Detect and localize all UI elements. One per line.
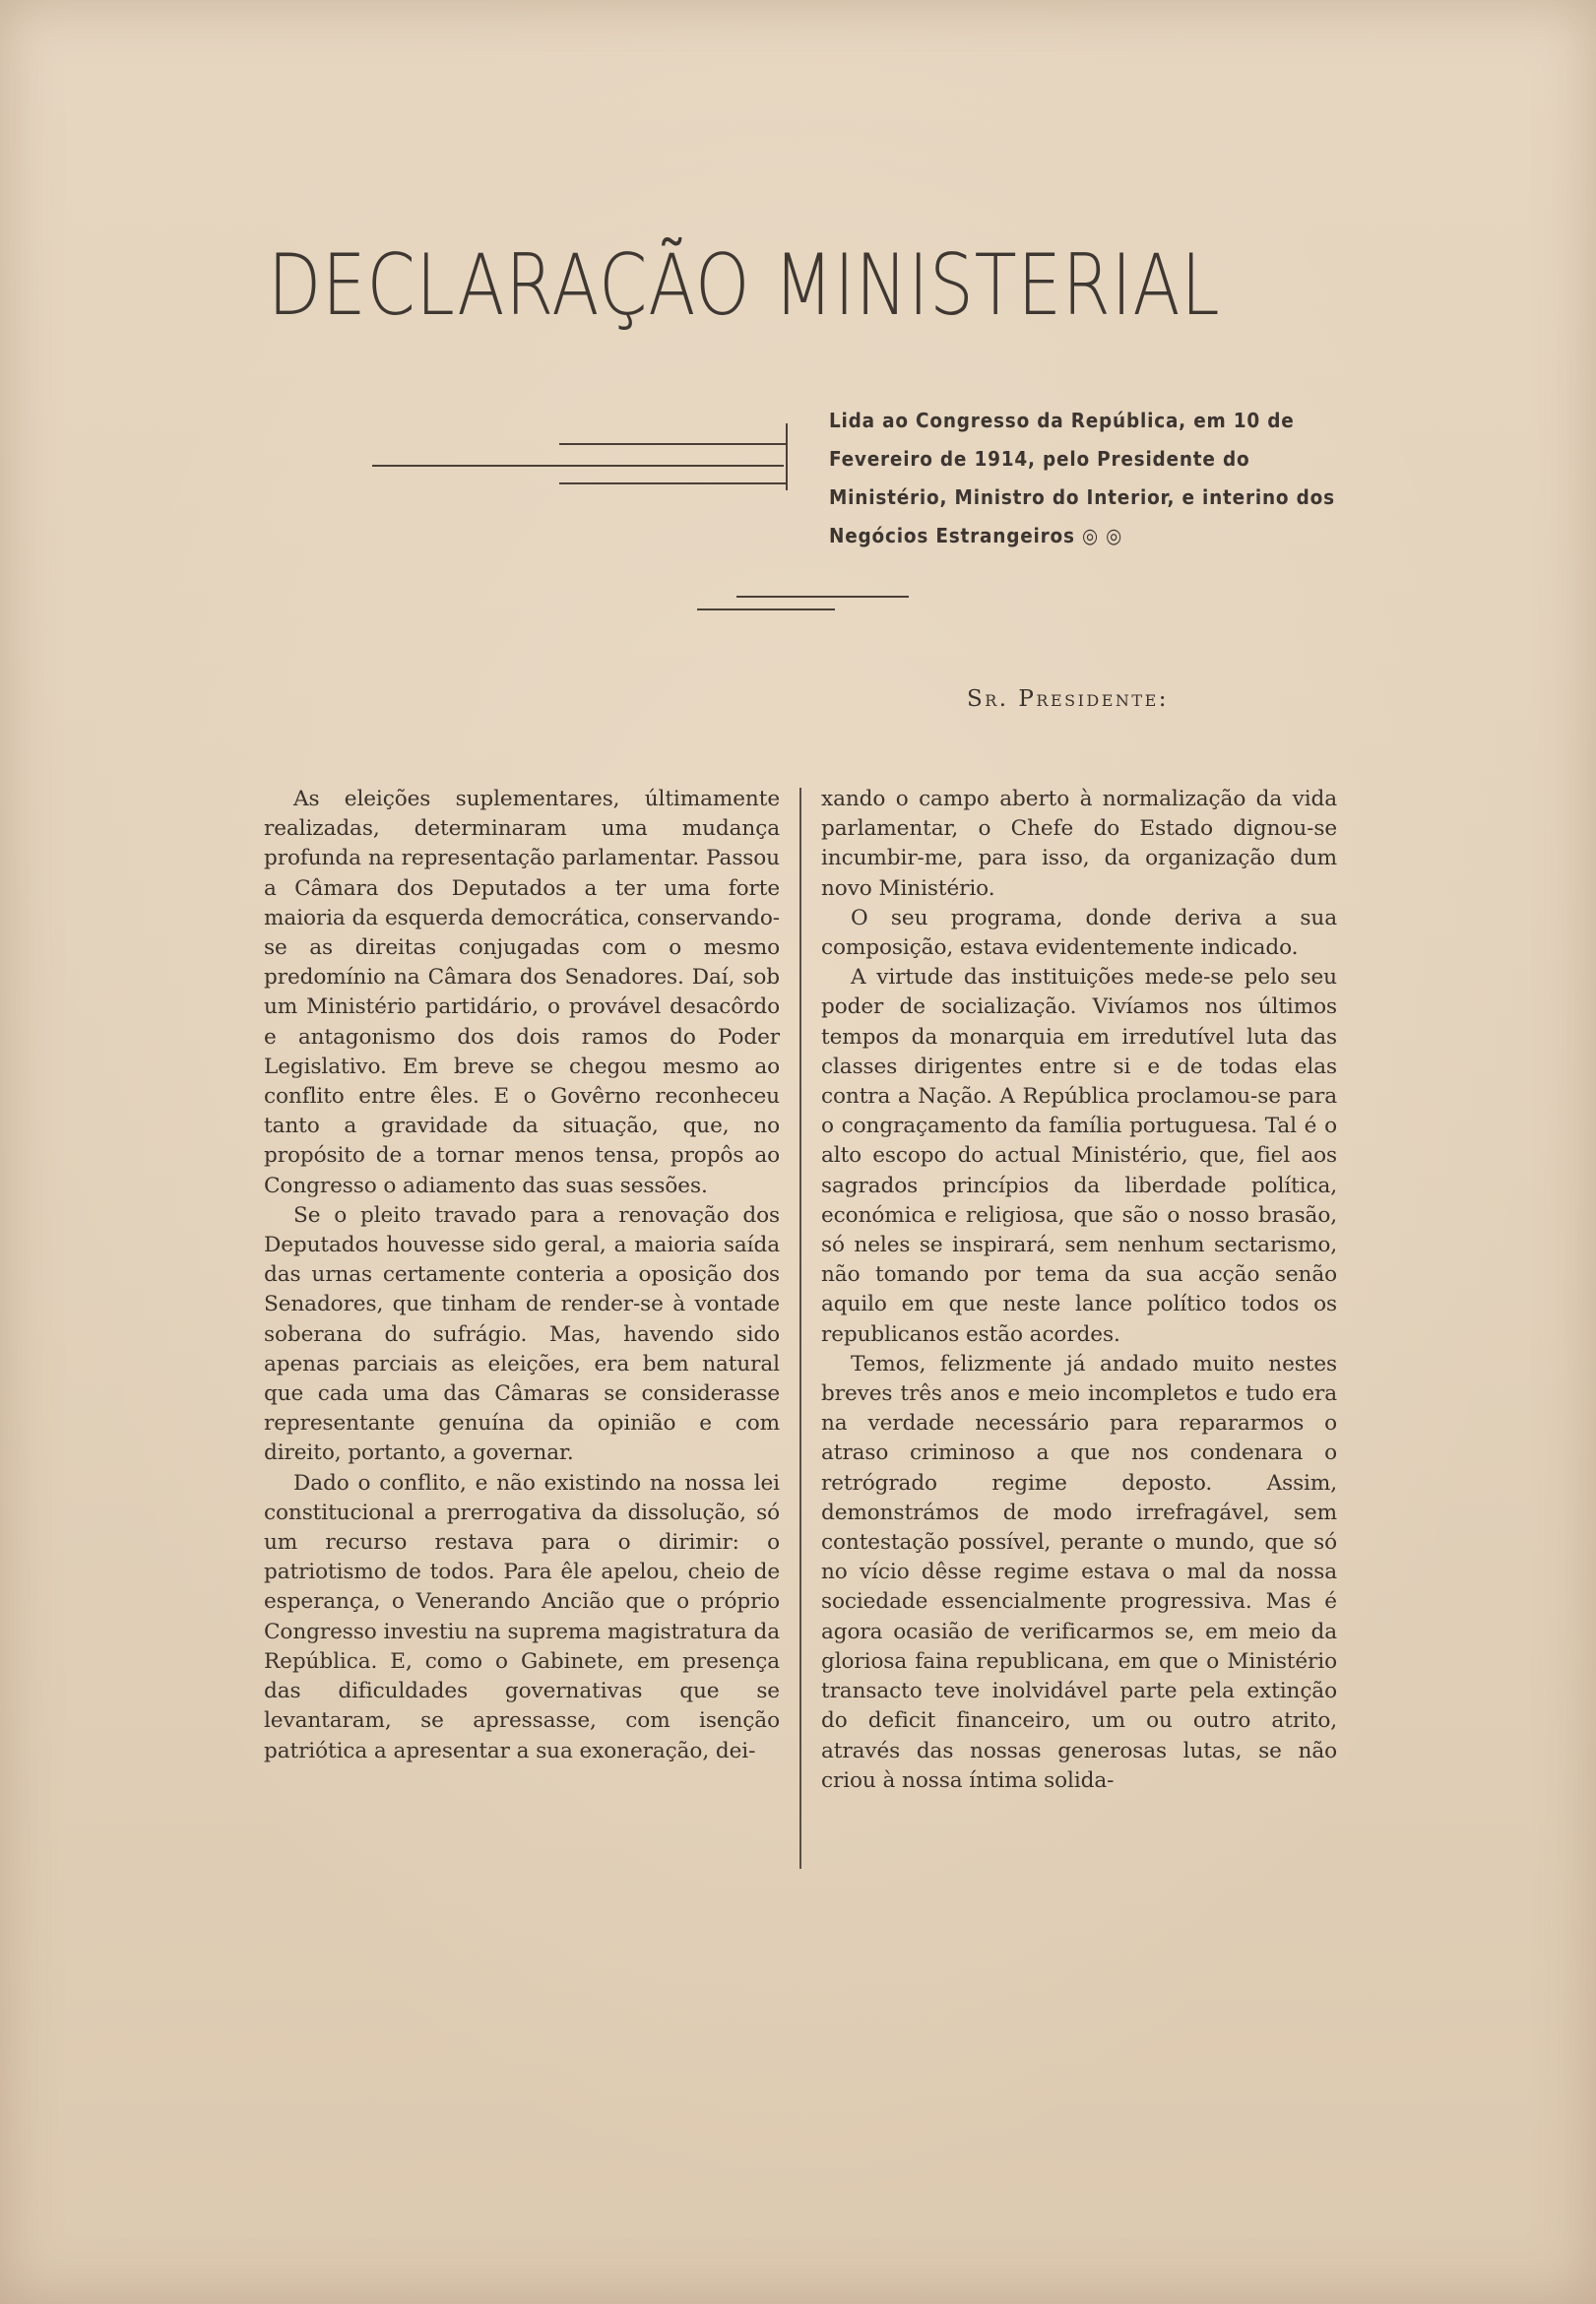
paragraph: Dado o conflito, e não existindo na nossa lei constitucional a prerrogativa da dissolução, só um recurso restava para o dirimir: o patriotismo de todos. Para êle apelou, cheio de esperança, o Venerando Ancião que o próprio Congresso investiu na suprema magistratura da República. E, como o Gabinete, em presença das dificuldades governativas que se levantaram, se apressasse, com isenção patriótica a apresentar a sua exoneração, dei- xyxy=(264,1470,780,1763)
paragraph: Temos, felizmente já andado muito nestes breves três anos e meio incompletos e tudo era na verdade necessário para repararmos o atraso criminoso a que nos condenara o retrógrado regime deposto. Assim, demonstrámos de modo irrefragável, sem contestação possível, perante o mundo, que só no vício dêsse regime estava o mal da nossa sociedade essencialmente progressiva. Mas é agora ocasião de verificarmos se, em meio da gloriosa faina republicana, em que o Ministério transacto teve inolvidável parte pela extinção do deficit financeiro, um ou outro atrito, através das nossas generosas lutas, se não criou à nossa íntima solida- xyxy=(821,1351,1337,1793)
column-divider xyxy=(799,788,801,1869)
paragraph: xando o campo aberto à normalização da vida parlamentar, o Chefe do Estado dignou-se incumbir-me, para isso, da organização dum novo Ministério. xyxy=(821,787,1337,901)
document-subtitle: Lida ao Congresso da República, em 10 de Fevereiro de 1914, pelo Presidente do Ministério, Ministro do Interior, e interino dos Negócios Estrangeiros ◎ ◎ xyxy=(829,409,1335,547)
right-column xyxy=(821,785,1337,1796)
paragraph: Se o pleito travado para a renovação dos Deputados houvesse sido geral, a maioria saída das urnas certamente conteria a oposição dos Senadores, que tinham de render-se à vontade soberana do sufrágio. Mas, havendo sido apenas parciais as eleições, era bem natural que cada uma das Câmaras se considerasse representante genuína da opinião e com direito, portanto, a governar. xyxy=(264,1202,780,1466)
title-rule-ornament xyxy=(372,423,805,502)
paragraph: O seu programa, donde deriva a sua composição, estava evidentemente indicado. xyxy=(821,905,1337,961)
paragraph: A virtude das instituições mede-se pelo seu poder de socialização. Vivíamos nos últimos tempos da monarquia em irredutível luta das classes dirigentes entre si e de todas elas contra a Nação. A República proclamou-se para o congraçamento da família portuguesa. Tal é o alto escopo do actual Ministério, que, fiel aos sagrados princípios da liberdade política, económica e religiosa, que são o nosso brasão, só neles se inspirará, sem nenhum sectarismo, não tomando por tema da sua acção senão aquilo em que neste lance político todos os republicanos estão acordes. xyxy=(821,965,1337,1347)
paragraph: As eleições suplementares, últimamente realizadas, determinaram uma mudança profunda na representação parlamentar. Passou a Câmara dos Deputados a ter uma forte maioria da esquerda democrática, conservando-se as direitas conjugadas com o mesmo predomínio na Câmara dos Senadores. Daí, sob um Ministério partidário, o provável desacôrdo e antagonismo dos dois ramos do Poder Legislativo. Em breve se chegou mesmo ao conflito entre êles. E o Govêrno reconheceu tanto a gravidade da situação, que, no propósito de a tornar menos tensa, propôs ao Congresso o adiamento das suas sessões. xyxy=(264,787,780,1198)
left-column xyxy=(264,785,780,1766)
section-separator xyxy=(697,596,909,615)
document-title: DECLARAÇÃO MINISTERIAL xyxy=(268,236,1221,335)
salutation: Sr. Presidente: xyxy=(967,686,1170,712)
